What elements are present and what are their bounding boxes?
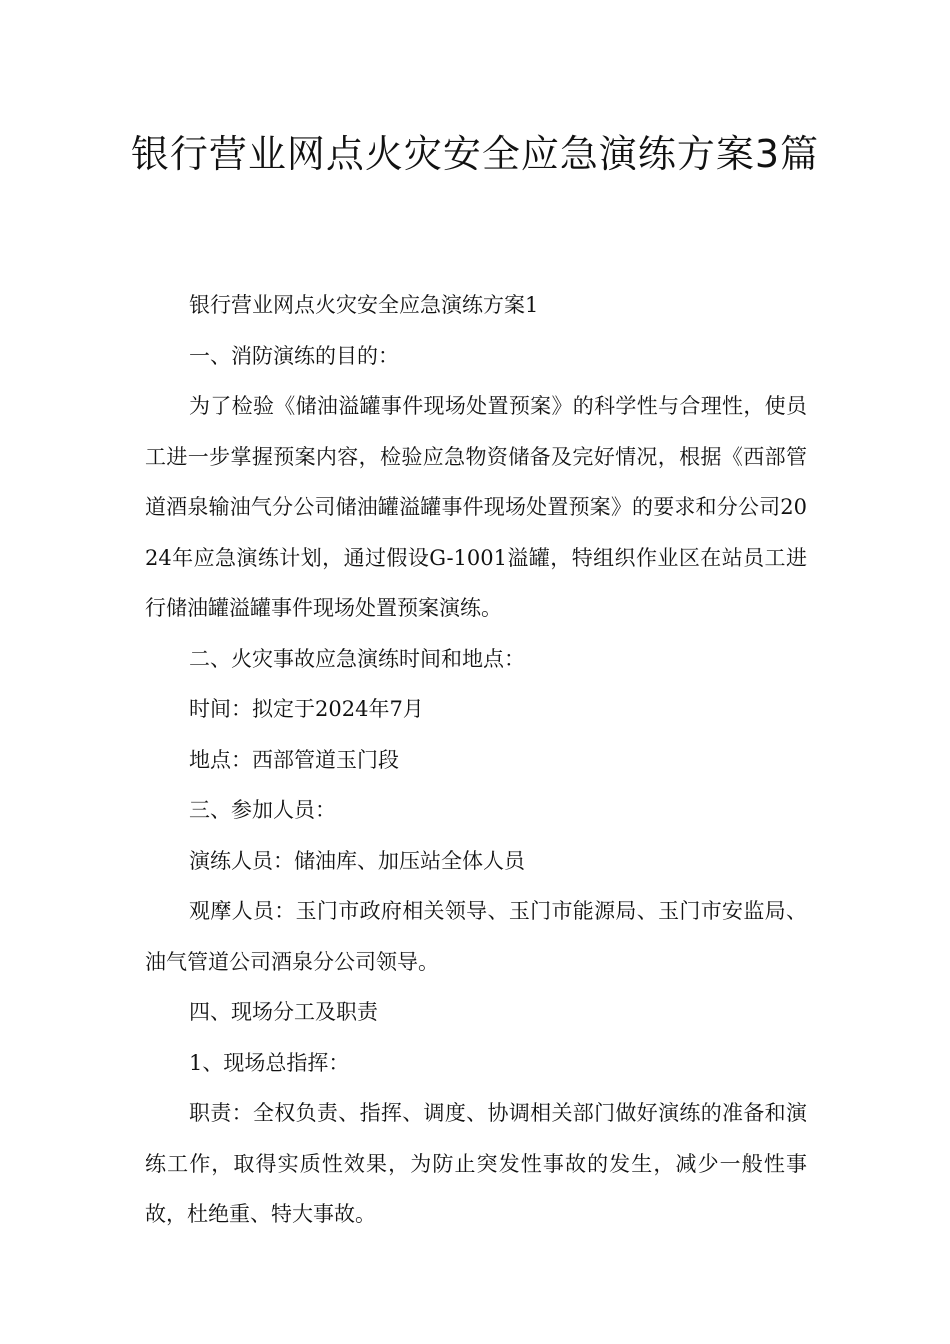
paragraph-drill-personnel: 演练人员：储油库、加压站全体人员	[189, 848, 525, 873]
paragraph-heading-participants: 三、参加人员：	[189, 798, 336, 822]
paragraph-heading-purpose: 一、消防演练的目的：	[189, 343, 399, 368]
paragraph-heading-time-place: 二、火灾事故应急演练时间和地点：	[189, 646, 525, 671]
paragraph-commander: 1、现场总指挥：	[189, 1050, 350, 1075]
paragraph-section-title: 银行营业网点火灾安全应急演练方案1	[189, 293, 539, 317]
paragraph-observers: 观摩人员：玉门市政府相关领导、玉门市能源局、玉门市安监局、油气管道公司酒泉分公司领导。	[145, 899, 807, 974]
paragraph-purpose-text: 为了检验《储油溢罐事件现场处置预案》的科学性与合理性，使员工进一步掌握预案内容，检验应急物资储备及完好情况，根据《西部管道酒泉输油气分公司储油罐溢罐事件现场处置预案》的要求和分公司2024年应急演练计划，通过假设G-1001溢罐，特组织作业区在站员工进行储油罐溢罐事件现场处置预案演练。	[145, 394, 807, 620]
document-title: 银行营业网点火灾安全应急演练方案3篇	[130, 132, 820, 176]
paragraph-commander-duties: 职责：全权负责、指挥、调度、协调相关部门做好演练的准备和演练工作，取得实质性效果，为防止突发性事故的发生，减少一般性事故，杜绝重、特大事故。	[145, 1101, 807, 1226]
paragraph-heading-duties: 四、现场分工及职责	[189, 1000, 378, 1024]
document-body	[145, 280, 807, 1240]
paragraph-time: 时间：拟定于2024年7月	[189, 697, 424, 721]
paragraph-place: 地点：西部管道玉门段	[189, 747, 399, 772]
